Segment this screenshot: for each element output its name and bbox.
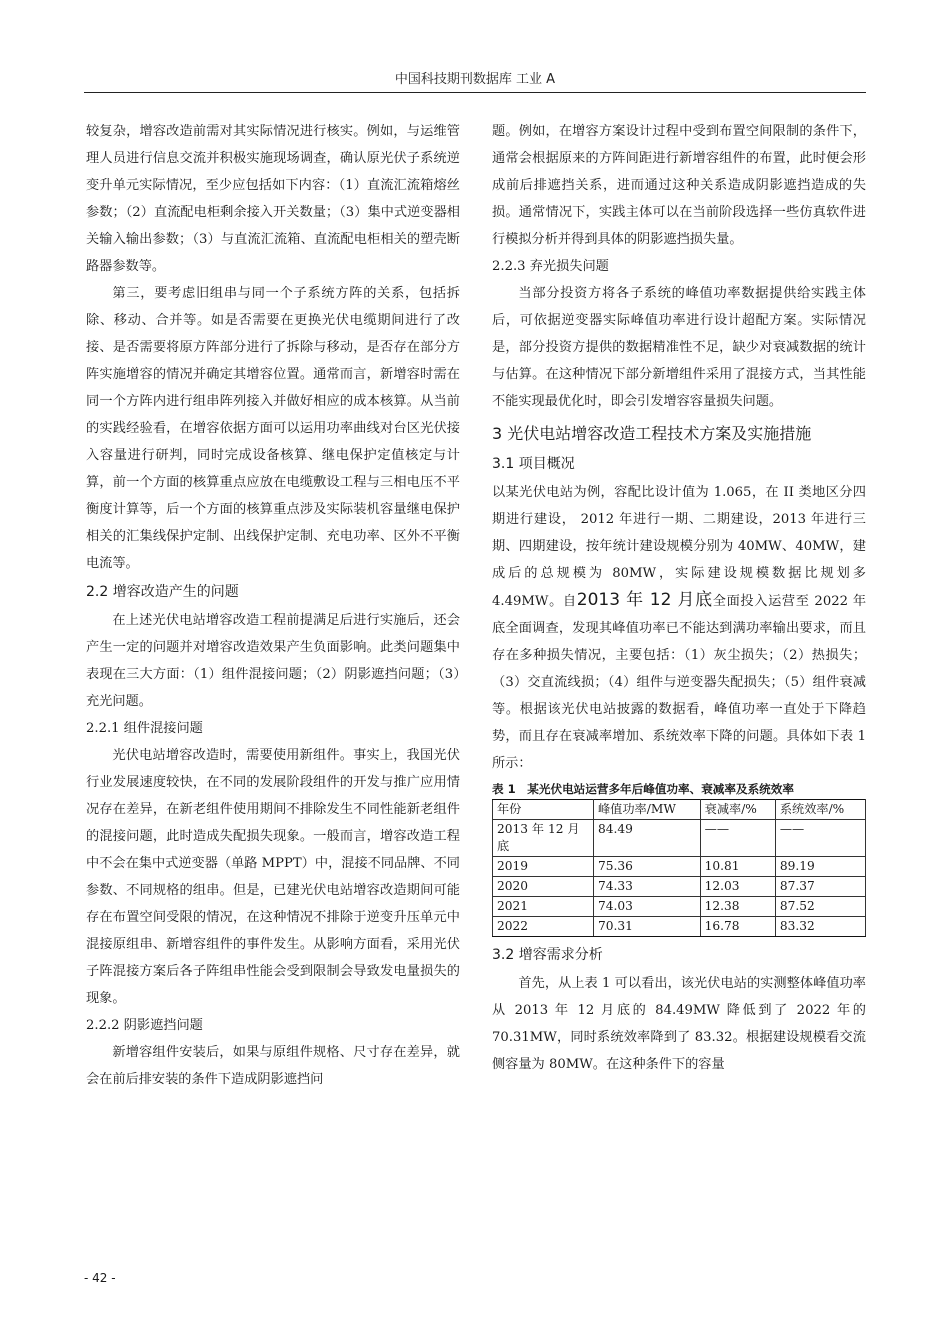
table-caption: 表 1 某光伏电站运营多年后峰值功率、衰减率及系统效率 [492, 782, 794, 796]
table-header-cell: 年份 [493, 800, 594, 820]
paragraph: 新增容组件安装后，如果与原组件规格、尺寸存在差异，就会在前后排安装的条件下造成阴影遮挡问 [86, 1045, 460, 1087]
table-cell: 2019 [493, 857, 594, 877]
paragraph: 当部分投资方将各子系统的峰值功率数据提供给实践主体后，可依据逆变器实际峰值功率进行设计超配方案。实际情况是，部分投资方提供的数据精准性不足，缺少对衰减数据的统计与估算。在这种情况下部分新增组件采用了混接方式，当其性能不能实现最优化时，即会引发增容容量损失问题。 [492, 286, 866, 409]
section-heading-3-1: 3.1 项目概况 [492, 456, 575, 472]
table-row [493, 857, 866, 877]
subsection-heading-2-2-2: 2.2.2 阴影遮挡问题 [86, 1018, 203, 1033]
table-cell: 12.03 [700, 877, 775, 897]
table-cell: 16.78 [700, 917, 775, 937]
paragraph: 首先，从上表 1 可以看出，该光伏电站的实测整体峰值功率从 2013 年 12 月底的 84.49MW 降低到了 2022 年的 70.31MW，同时系统效率降到了 83.32。根据建设规模看交流侧容量为 80MW。在这种条件下的容量 [492, 976, 866, 1072]
subsection-heading-2-2-1: 2.2.1 组件混接问题 [86, 721, 203, 736]
table-cell: 87.37 [775, 877, 865, 897]
section-heading-2-2: 2.2 增容改造产生的问题 [86, 584, 239, 600]
table-cell: 75.36 [594, 857, 701, 877]
table-cell: 87.52 [775, 897, 865, 917]
table-cell: 74.03 [594, 897, 701, 917]
table-row [493, 917, 866, 937]
subsection-heading-2-2-3: 2.2.3 弃光损失问题 [492, 259, 609, 274]
paragraph: 较复杂，增容改造前需对其实际情况进行核实。例如，与运维管理人员进行信息交流并积极实施现场调查，确认原光伏子系统逆变升单元实际情况，至少应包括如下内容：（1）直流汇流箱熔丝参数；（2）直流配电柜剩余接入开关数量；（3）集中式逆变器相关输入输出参数；（3）与直流汇流箱、直流配电柜相关的塑壳断路器参数等。 [86, 124, 460, 274]
table-cell: 10.81 [700, 857, 775, 877]
page-number: - 42 - [84, 1271, 116, 1285]
right-column [492, 118, 866, 1078]
text-run: 以某光伏电站为例，容配比设计值为 1.065，在 II 类地区分四期进行建设， 2012 年进行一期、二期建设，2013 年进行三期、四期建设，按年统计建设规模分别为 40MW、40MW，建成后的总规模为 80MW，实际建设规模数据比规划多 4.49MW。自 [492, 485, 866, 609]
emphasized-date: 2013 年 12 月底 [576, 590, 713, 610]
table-row [493, 820, 866, 857]
table-row [493, 897, 866, 917]
running-header: 中国科技期刊数据库 工业 A [394, 72, 556, 87]
table-cell: —— [775, 820, 865, 857]
text-run: 全面投入运营至 2022 年底全面调查，发现其峰值功率已不能达到满功率输出要求，而且存在多种损失情况，主要包括：（1）灰尘损失；（2）热损失；（3）交直流线损；（4）组件与逆变器失配损失；（5）组件衰减等。根据该光伏电站披露的数据看，峰值功率一直处于下降趋势，而且存在衰减率增加、系统效率下降的问题。具体如下表 1 所示： [492, 594, 867, 771]
table-cell: 2021 [493, 897, 594, 917]
data-table [492, 799, 866, 937]
paragraph: 光伏电站增容改造时，需要使用新组件。事实上，我国光伏行业发展速度较快，在不同的发展阶段组件的开发与推广应用情况存在差异，在新老组件使用期间不排除发生不同性能新老组件的混接问题，此时造成失配损失现象。一般而言，增容改造工程中不会在集中式逆变器（单路 MPPT）中，混接不同品牌、不同参数、不同规格的组串。但是，已建光伏电站增容改造期间可能存在布置空间受限的情况，在这种情况不排除于逆变升压单元中混接原组串、新增容组件的事件发生。从影响方面看，采用光伏子阵混接方案后各子阵组串性能会受到限制会导致发电量损失的现象。 [86, 748, 460, 1006]
paragraph: 题。例如，在增容方案设计过程中受到布置空间限制的条件下，通常会根据原来的方阵间距进行新增容组件的布置，此时便会形成前后排遮挡关系，进而通过这种关系造成阴影遮挡造成的失损。通常情况下，实践主体可以在当前阶段选择一些仿真软件进行模拟分析并得到具体的阴影遮挡损失量。 [492, 124, 866, 247]
table-header-cell: 系统效率/% [775, 800, 865, 820]
section-heading-3: 3 光伏电站增容改造工程技术方案及实施措施 [492, 424, 812, 443]
table-cell: —— [700, 820, 775, 857]
section-heading-3-2: 3.2 增容需求分析 [492, 947, 603, 963]
table-cell: 2022 [493, 917, 594, 937]
paragraph: 第三，要考虑旧组串与同一个子系统方阵的关系，包括拆除、移动、合并等。如是否需要在更换光伏电缆期间进行了改接、是否需要将原方阵部分进行了拆除与移动，是否存在部分方阵实施增容的情况并确定其增容位置。通常而言，新增容时需在同一个方阵内进行组串阵列接入并做好相应的成本核算。从当前的实践经验看，在增容依据方面可以运用功率曲线对台区光伏接入容量进行研判，同时完成设备核算、继电保护定值核定与计算，前一个方面的核算重点应放在电缆敷设工程与三相电压不平衡度计算等，后一个方面的核算重点涉及实际装机容量继电保护相关的汇集线保护定制、出线保护定制、充电功率、区外不平衡电流等。 [86, 286, 460, 571]
table-cell: 84.49 [594, 820, 701, 857]
table-cell: 2020 [493, 877, 594, 897]
header-rule [84, 92, 866, 93]
table-row [493, 877, 866, 897]
table-cell: 2013 年 12 月底 [493, 820, 594, 857]
table-cell: 89.19 [775, 857, 865, 877]
table-header-cell: 峰值功率/MW [594, 800, 701, 820]
table-cell: 12.38 [700, 897, 775, 917]
table-cell: 74.33 [594, 877, 701, 897]
paragraph: 在上述光伏电站增容改造工程前提满足后进行实施后，还会产生一定的问题并对增容改造效果产生负面影响。此类问题集中表现在三大方面：（1）组件混接问题；（2）阴影遮挡问题；（3）充光问题。 [86, 613, 460, 709]
left-column [86, 118, 460, 1093]
paragraph [492, 479, 866, 777]
table-cell: 70.31 [594, 917, 701, 937]
table-header-row [493, 800, 866, 820]
table-cell: 83.32 [775, 917, 865, 937]
table-header-cell: 衰减率/% [700, 800, 775, 820]
